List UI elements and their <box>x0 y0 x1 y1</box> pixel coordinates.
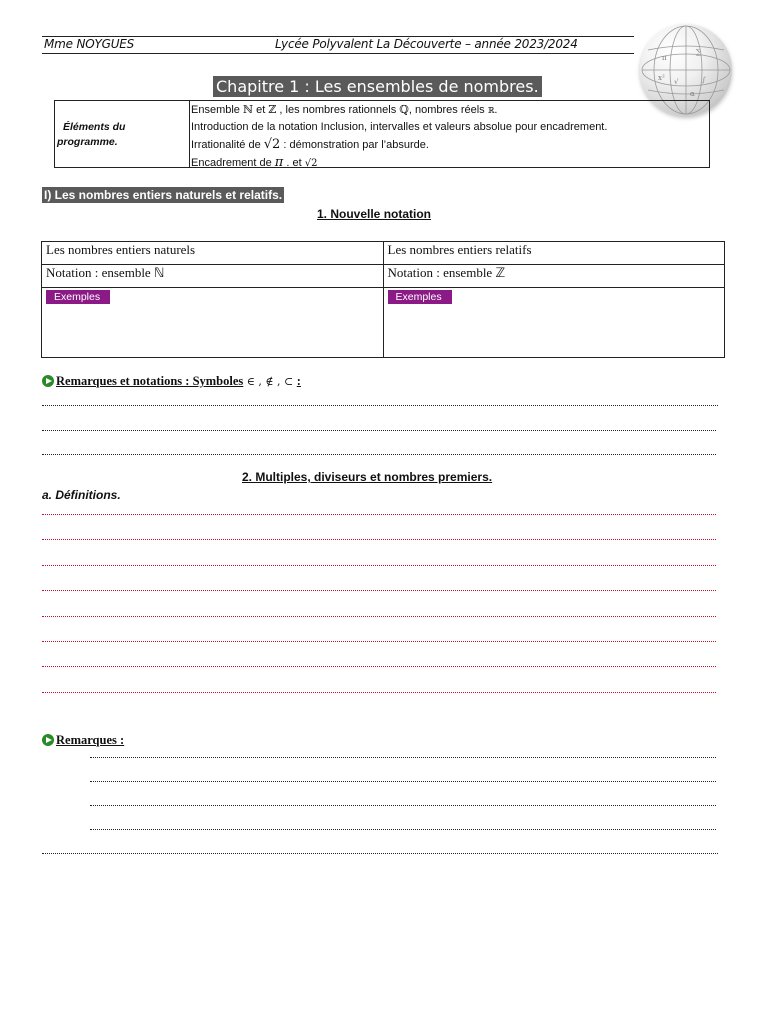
programme-line-2: Introduction de la notation Inclusion, intervalles et valeurs absolue pour encadrement. <box>191 121 608 133</box>
answer-line-red <box>42 692 716 693</box>
svg-text:α: α <box>690 90 695 98</box>
programme-label <box>55 101 190 167</box>
text: et <box>253 104 269 116</box>
programme-content <box>191 101 607 172</box>
svg-text:x²: x² <box>658 74 665 82</box>
answer-line <box>42 454 716 455</box>
answer-line-red <box>42 616 716 617</box>
text: , nombres réels <box>408 104 488 116</box>
set-n-symbol: ℕ <box>242 103 254 116</box>
answer-line-red <box>42 565 716 566</box>
programme-label-line2: programme. <box>57 136 118 148</box>
subsection-title-1: 1. Nouvelle notation <box>317 207 432 221</box>
examples-badge: Exemples <box>388 290 452 304</box>
sqrt2-symbol: √2 <box>304 158 318 169</box>
header-school: Lycée Polyvalent La Découverte – année 2023/2024 <box>275 37 578 51</box>
remarks-symbols: ∈ , ∉ , ⊂ <box>243 375 297 388</box>
svg-text:∫: ∫ <box>702 76 706 84</box>
remarks-colon: : <box>296 374 301 388</box>
play-arrow-icon <box>42 375 54 387</box>
svg-text:π: π <box>662 54 667 62</box>
subsection-title-2: 2. Multiples, diviseurs et nombres premiers. <box>242 470 493 484</box>
table-cell-integers-title: Les nombres entiers relatifs <box>383 242 725 265</box>
programme-line-1 <box>191 101 607 119</box>
play-arrow-icon <box>42 734 54 746</box>
answer-line-red <box>42 590 716 591</box>
sqrt2-symbol: √2 <box>263 137 281 152</box>
text: . et <box>283 157 305 169</box>
svg-text:√: √ <box>674 78 679 86</box>
text: . <box>494 104 498 116</box>
table-cell-integers-notation: Notation : ensemble ℤ <box>383 265 725 288</box>
text: Ensemble <box>191 104 243 116</box>
table-cell-naturals-examples <box>42 288 384 358</box>
answer-line <box>42 430 716 431</box>
header-author: Mme NOYGUES <box>44 37 135 51</box>
sets-table <box>41 241 725 358</box>
answer-line-red <box>42 539 716 540</box>
programme-line-3 <box>191 136 607 154</box>
answer-line <box>90 805 716 806</box>
table-cell-integers-examples <box>383 288 725 358</box>
table-cell-naturals-title: Les nombres entiers naturels <box>42 242 384 265</box>
set-r-symbol: ℝ <box>487 106 495 115</box>
programme-label-line1: Éléments du <box>63 121 126 133</box>
text: Encadrement de <box>191 157 275 169</box>
answer-line-red <box>42 641 716 642</box>
text: : démonstration par l’absurde. <box>280 139 429 151</box>
answer-line <box>42 405 718 406</box>
table-cell-naturals-notation: Notation : ensemble ℕ <box>42 265 384 288</box>
chapter-title: Chapitre 1 : Les ensembles de nombres. <box>213 76 542 97</box>
programme-line-4 <box>191 154 607 172</box>
remarks-2-label: Remarques : <box>56 733 125 747</box>
text: , les nombres rationnels <box>276 104 400 116</box>
section-heading: I) Les nombres entiers naturels et relatifs. <box>44 188 283 202</box>
programme-box <box>54 100 710 168</box>
definitions-heading: a. Définitions. <box>42 488 121 502</box>
answer-line <box>90 781 716 782</box>
remarks-label: Remarques et notations : Symboles <box>56 374 244 388</box>
answer-line <box>42 853 718 854</box>
text: Irrationalité de <box>191 139 264 151</box>
answer-line <box>90 757 716 758</box>
remarks-notations <box>42 374 301 389</box>
answer-line-red <box>42 514 716 515</box>
examples-badge: Exemples <box>46 290 110 304</box>
svg-text:∑: ∑ <box>696 48 701 56</box>
answer-line-red <box>42 666 716 667</box>
answer-line <box>90 829 716 830</box>
set-q-symbol: ℚ <box>399 103 409 116</box>
remarks-2 <box>42 733 124 748</box>
pi-symbol: π <box>274 155 284 170</box>
header-bottom-rule <box>42 53 634 54</box>
set-z-symbol: ℤ <box>268 103 277 116</box>
